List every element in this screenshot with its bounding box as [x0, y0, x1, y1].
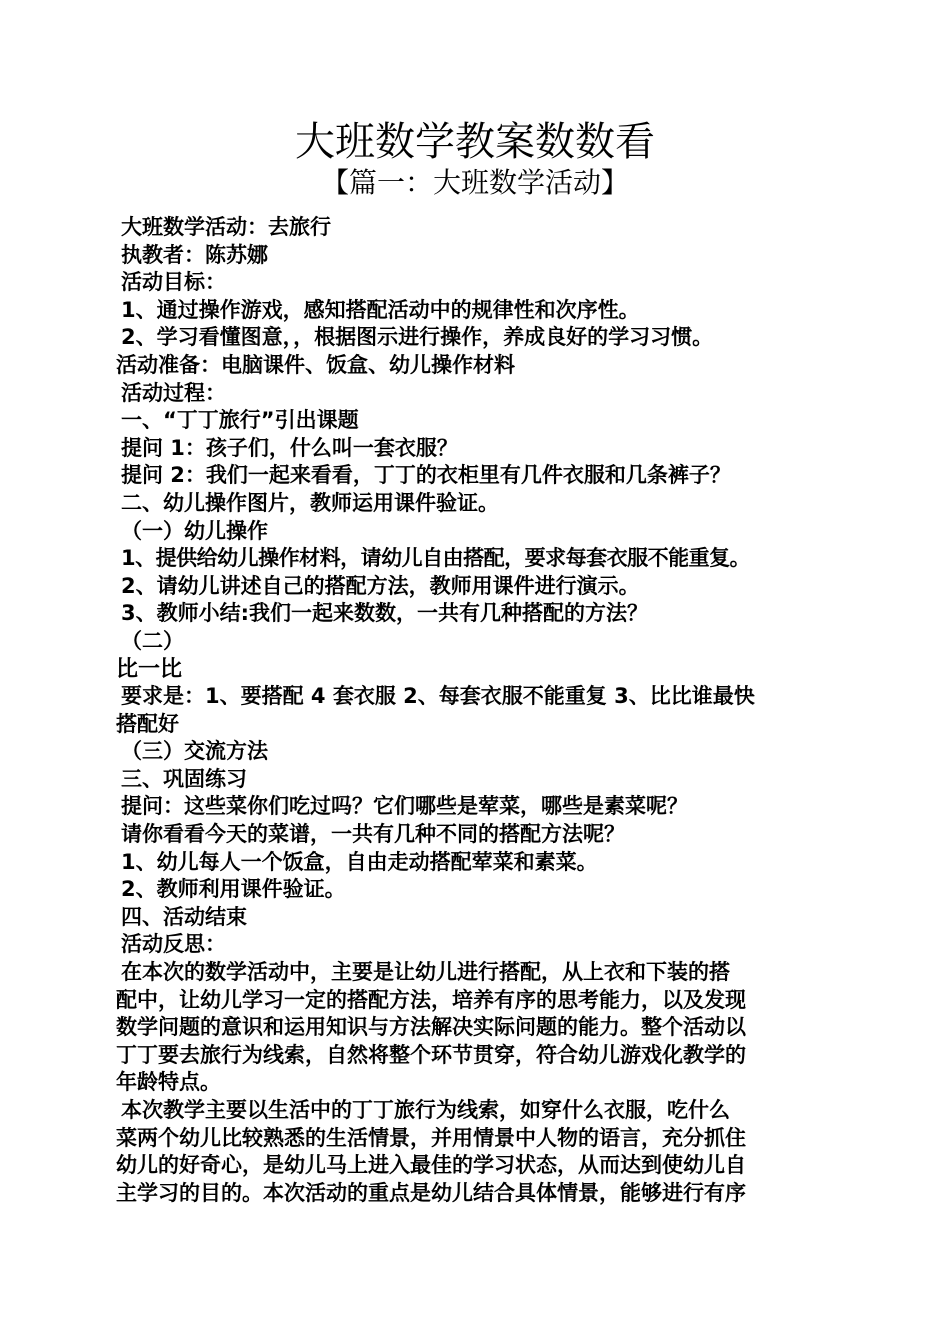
text-line: 1、幼儿每人一个饭盒，自由走动搭配荤菜和素菜。	[121, 849, 598, 874]
document-body	[116, 214, 840, 1207]
text-line: 提问 2：我们一起来看看，丁丁的衣柜里有几件衣服和几条裤子？	[121, 463, 731, 488]
text-line: 提问：这些菜你们吃过吗？它们哪些是荤菜，哪些是素菜呢？	[121, 794, 688, 819]
text-line: 2、请幼儿讲述自己的搭配方法，教师用课件进行演示。	[121, 573, 640, 598]
text-line: 活动过程：	[121, 380, 226, 405]
text-line: 3、教师小结:我们一起来数数，一共有几种搭配的方法？	[121, 601, 649, 626]
text-line: 在本次的数学活动中，主要是让幼儿进行搭配，从上衣和下装的搭	[121, 960, 730, 985]
text-line: 丁丁要去旅行为线索，自然将整个环节贯穿，符合幼儿游戏化教学的	[116, 1042, 746, 1067]
text-line: 2、教师利用课件验证。	[121, 877, 346, 902]
text-line: 二、幼儿操作图片，教师运用课件验证。	[121, 490, 499, 515]
text-line: 年龄特点。	[116, 1070, 221, 1095]
text-line: 要求是：1、要搭配 4 套衣服 2、每套衣服不能重复 3、比比谁最快	[121, 684, 755, 709]
text-line: 一、“丁丁旅行”引出课题	[121, 408, 359, 433]
text-line: 提问 1：孩子们，什么叫一套衣服？	[121, 435, 458, 460]
text-line: 比一比	[116, 656, 183, 682]
text-line: 主学习的目的。本次活动的重点是幼儿结合具体情景，能够进行有序	[116, 1180, 746, 1205]
document-title: 大班数学教案数数看	[295, 119, 655, 165]
text-line: 本次教学主要以生活中的丁丁旅行为线索，如穿什么衣服，吃什么	[121, 1098, 730, 1122]
text-line: （二）	[121, 628, 184, 653]
text-line: 2、学习看懂图意，，根据图示进行操作，养成良好的学习习惯。	[121, 325, 714, 350]
text-line: 执教者：陈苏娜	[121, 242, 268, 267]
text-line: 菜两个幼儿比较熟悉的生活情景，并用情景中人物的语言，充分抓住	[116, 1125, 746, 1150]
text-line: 大班数学活动：去旅行	[121, 215, 331, 239]
document-subtitle: 【篇一：大班数学活动】	[320, 166, 629, 199]
text-line: 活动反思：	[121, 932, 226, 957]
text-line: 1、通过操作游戏，感知搭配活动中的规律性和次序性。	[121, 297, 640, 322]
text-line: 三、巩固练习	[121, 766, 247, 791]
text-line: 1、提供给幼儿操作材料，请幼儿自由搭配，要求每套衣服不能重复。	[121, 546, 751, 571]
text-line: 搭配好	[116, 711, 179, 736]
text-line: （三）交流方法	[121, 739, 268, 764]
text-line: 数学问题的意识和运用知识与方法解决实际问题的能力。整个活动以	[116, 1015, 746, 1040]
text-line: 配中，让幼儿学习一定的搭配方法，培养有序的思考能力，以及发现	[116, 987, 746, 1012]
text-line: 幼儿的好奇心，是幼儿马上进入最佳的学习状态，从而达到使幼儿自	[116, 1153, 746, 1178]
text-line: 活动目标：	[121, 270, 226, 295]
text-line: 请你看看今天的菜谱，一共有几种不同的搭配方法呢？	[121, 822, 625, 847]
text-line: 四、活动结束	[121, 904, 247, 929]
text-line: （一）幼儿操作	[121, 518, 268, 543]
text-line: 活动准备：电脑课件、饭盒、幼儿操作材料	[116, 352, 515, 377]
